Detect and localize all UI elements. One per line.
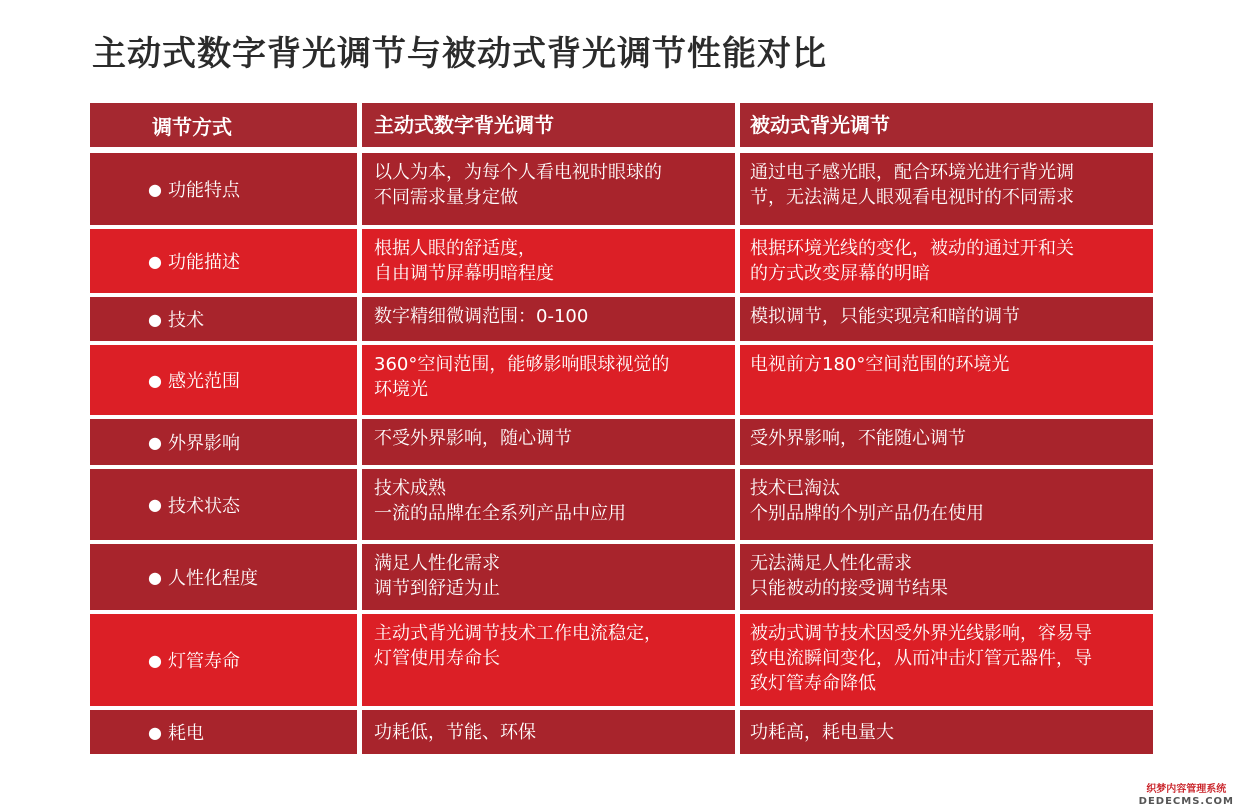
- table-header-row: [90, 103, 1153, 147]
- table-row: [90, 710, 1153, 754]
- bullet-icon: ●: [148, 251, 162, 271]
- bullet-icon: ●: [148, 650, 162, 670]
- table-row: [90, 419, 1153, 465]
- comparison-table: [90, 103, 1153, 754]
- table-row: [90, 469, 1153, 540]
- watermark-line-2: DEDECMS.COM: [1138, 796, 1234, 807]
- row-label: ● 耗电: [90, 710, 357, 754]
- bullet-icon: ●: [148, 432, 162, 452]
- cell-passive: 通过电子感光眼，配合环境光进行背光调 节，无法满足人眼观看电视时的不同需求: [740, 153, 1153, 225]
- cell-passive: 电视前方180°空间范围的环境光: [740, 345, 1153, 415]
- cell-active: 技术成熟 一流的品牌在全系列产品中应用: [362, 469, 735, 540]
- cell-passive: 无法满足人性化需求 只能被动的接受调节结果: [740, 544, 1153, 610]
- cell-active: 不受外界影响，随心调节: [362, 419, 735, 465]
- cell-passive: 受外界影响，不能随心调节: [740, 419, 1153, 465]
- row-label: ● 技术: [90, 297, 357, 341]
- watermark-line-1: 织梦内容管理系统: [1146, 784, 1227, 795]
- row-label: ● 感光范围: [90, 345, 357, 415]
- row-label: ● 人性化程度: [90, 544, 357, 610]
- cell-active: 满足人性化需求 调节到舒适为止: [362, 544, 735, 610]
- page-title: 主动式数字背光调节与被动式背光调节性能对比: [92, 34, 827, 74]
- cell-active: 功耗低，节能、环保: [362, 710, 735, 754]
- row-label: ● 技术状态: [90, 469, 357, 540]
- table-row: [90, 153, 1153, 225]
- cell-passive: 根据环境光线的变化，被动的通过开和关 的方式改变屏幕的明暗: [740, 229, 1153, 293]
- cell-active: 根据人眼的舒适度， 自由调节屏幕明暗程度: [362, 229, 735, 293]
- cell-passive: 功耗高，耗电量大: [740, 710, 1153, 754]
- header-method: 调节方式: [90, 103, 357, 147]
- cell-passive: 模拟调节，只能实现亮和暗的调节: [740, 297, 1153, 341]
- cell-active: 以人为本，为每个人看电视时眼球的 不同需求量身定做: [362, 153, 735, 225]
- table-row: [90, 544, 1153, 610]
- row-label: ● 功能描述: [90, 229, 357, 293]
- bullet-icon: ●: [148, 179, 162, 199]
- cell-active: 360°空间范围，能够影响眼球视觉的 环境光: [362, 345, 735, 415]
- bullet-icon: ●: [148, 722, 162, 742]
- table-row: [90, 297, 1153, 341]
- header-active: 主动式数字背光调节: [362, 103, 735, 147]
- row-label: ● 灯管寿命: [90, 614, 357, 706]
- cell-active: 主动式背光调节技术工作电流稳定， 灯管使用寿命长: [362, 614, 735, 706]
- table-row: [90, 614, 1153, 706]
- cell-active: 数字精细微调范围：0-100: [362, 297, 735, 341]
- bullet-icon: ●: [148, 370, 162, 390]
- bullet-icon: ●: [148, 309, 162, 329]
- row-label: ● 外界影响: [90, 419, 357, 465]
- header-passive: 被动式背光调节: [740, 103, 1153, 147]
- table-row: [90, 345, 1153, 415]
- table-row: [90, 229, 1153, 293]
- cell-passive: 技术已淘汰 个别品牌的个别产品仍在使用: [740, 469, 1153, 540]
- watermark: [1139, 784, 1234, 808]
- cell-passive: 被动式调节技术因受外界光线影响，容易导 致电流瞬间变化，从而冲击灯管元器件，导 致灯管寿命降低: [740, 614, 1153, 706]
- bullet-icon: ●: [148, 567, 162, 587]
- row-label: ● 功能特点: [90, 153, 357, 225]
- bullet-icon: ●: [148, 495, 162, 514]
